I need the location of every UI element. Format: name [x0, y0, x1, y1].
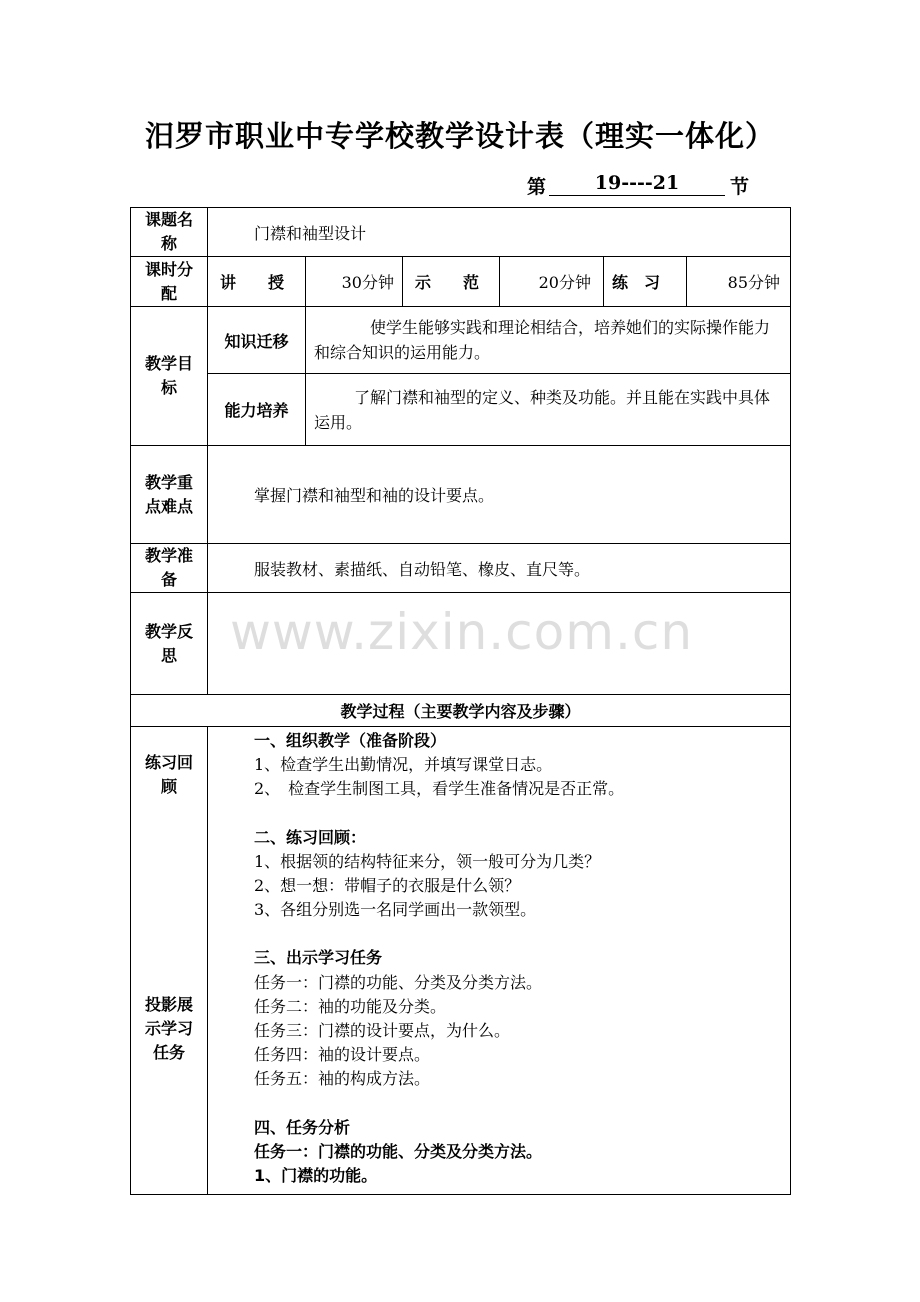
time-row — [131, 257, 791, 307]
lecture-value: 30分钟 — [306, 257, 403, 307]
lesson-suffix: 节 — [730, 176, 750, 198]
reflection-label: 教学反思 — [131, 593, 208, 695]
knowledge-text: 使学生能够实践和理论相结合，培养她们的实际操作能力和综合知识的运用能力。 — [306, 307, 791, 374]
reflection-row — [131, 593, 791, 695]
reflection-text — [208, 593, 791, 695]
process-content — [208, 727, 791, 1195]
topic-label: 课题名称 — [131, 208, 208, 257]
section-4-point: 1、门襟的功能。 — [254, 1166, 378, 1186]
lesson-number: 19----21 — [549, 172, 725, 196]
section-1-title: 一、组织教学（准备阶段） — [254, 731, 447, 750]
lecture-label: 讲 授 — [208, 257, 306, 307]
section-1-item: 2、 检查学生制图工具，看学生准备情况是否正常。 — [254, 779, 625, 799]
ability-label: 能力培养 — [208, 374, 306, 446]
section-3-item: 任务三：门襟的设计要点，为什么。 — [254, 1021, 511, 1041]
practice-value: 85分钟 — [687, 257, 791, 307]
section-2-item: 1、根据领的结构特征来分，领一般可分为几类？ — [254, 851, 601, 871]
lesson-number-line — [527, 170, 757, 198]
process-header-row — [131, 695, 791, 727]
key-points-text: 掌握门襟和袖型和袖的设计要点。 — [208, 446, 791, 544]
task-display-label: 投影展示学习任务 — [144, 995, 193, 1062]
ability-row — [131, 374, 791, 446]
review-label: 练习回顾 — [144, 753, 193, 796]
knowledge-label: 知识迁移 — [208, 307, 306, 374]
section-2-item: 2、想一想：带帽子的衣服是什么领？ — [254, 876, 521, 896]
section-4-title: 四、任务分析 — [254, 1117, 351, 1137]
watermark: www.zixin.com.cn — [230, 603, 694, 661]
process-header: 教学过程（主要教学内容及步骤） — [131, 695, 791, 727]
section-2-item: 3、各组分别选一名同学画出一款领型。 — [254, 900, 537, 920]
process-row — [131, 727, 791, 1195]
section-3-title: 三、出示学习任务 — [254, 948, 383, 968]
section-3-item: 任务五：袖的构成方法。 — [254, 1069, 431, 1089]
section-3-item: 任务四：袖的设计要点。 — [254, 1045, 431, 1065]
key-points-label: 教学重点难点 — [131, 446, 208, 544]
demo-label: 示 范 — [403, 257, 500, 307]
process-side-labels — [131, 727, 208, 1195]
topic-value: 门襟和袖型设计 — [208, 208, 791, 257]
preparation-text: 服装教材、素描纸、自动铅笔、橡皮、直尺等。 — [208, 544, 791, 593]
section-3-item: 任务二：袖的功能及分类。 — [254, 996, 447, 1016]
section-4-subtitle: 任务一：门襟的功能、分类及分类方法。 — [254, 1141, 543, 1161]
goals-label: 教学目标 — [131, 307, 208, 446]
topic-row — [131, 208, 791, 257]
section-2-title: 二、练习回顾： — [254, 827, 367, 847]
document-title: 汨罗市职业中专学校教学设计表（理实一体化） — [144, 119, 775, 153]
practice-label: 练 习 — [604, 257, 687, 307]
preparation-row — [131, 544, 791, 593]
time-label: 课时分配 — [131, 257, 208, 307]
section-3-item: 任务一：门襟的功能、分类及分类方法。 — [254, 972, 543, 992]
lesson-design-table — [130, 207, 791, 1195]
ability-text: 了解门襟和袖型的定义、种类及功能。并且能在实践中具体运用。 — [306, 374, 791, 446]
section-1-item: 1、检查学生出勤情况，并填写课堂日志。 — [254, 755, 553, 775]
preparation-label: 教学准备 — [131, 544, 208, 593]
lesson-prefix: 第 — [527, 176, 547, 198]
knowledge-row — [131, 307, 791, 374]
demo-value: 20分钟 — [500, 257, 604, 307]
key-points-row — [131, 446, 791, 544]
